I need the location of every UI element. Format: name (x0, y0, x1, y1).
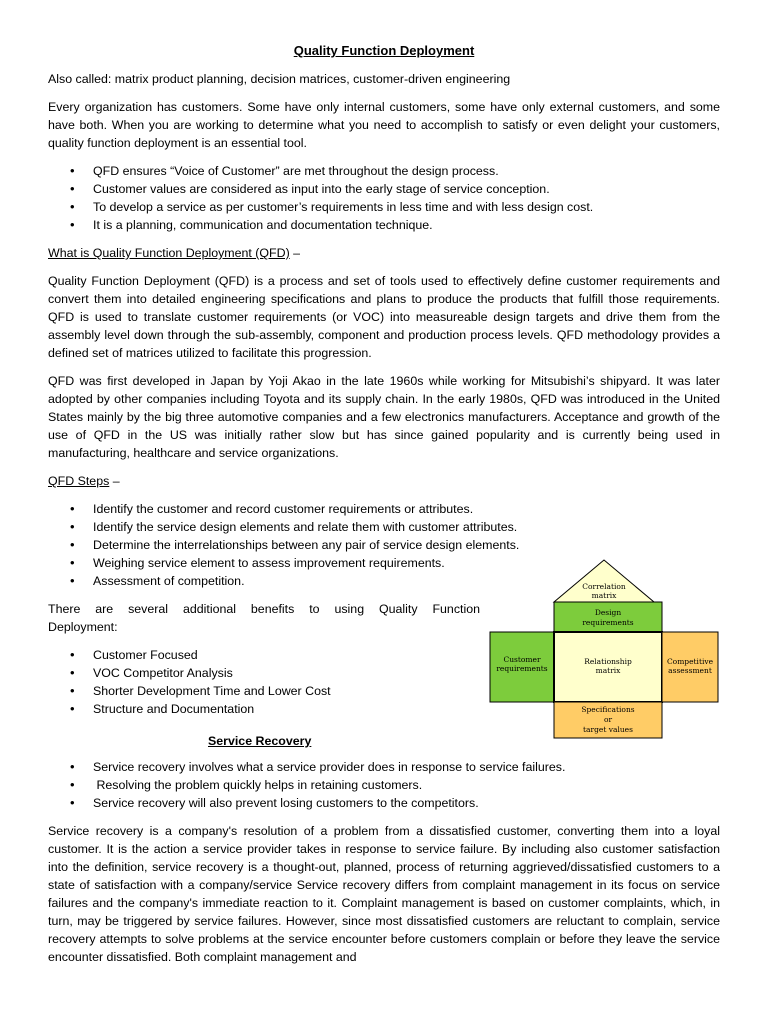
list-item: • Structure and Documentation (48, 700, 480, 718)
house-of-quality-diagram (488, 556, 720, 740)
correlation-label-1: Correlation (582, 582, 626, 591)
list-item: • Customer values are considered as input into the early stage of service conception. (48, 180, 720, 198)
customer-label-1: Customer (503, 655, 541, 664)
list-item: • To develop a service as per customer’s requirements in less time and with less design cost. (48, 198, 720, 216)
relationship-label-1: Relationship (584, 657, 632, 666)
list-item: • Service recovery will also prevent losing customers to the competitors. (48, 794, 720, 812)
spec-label-3: target values (583, 725, 633, 734)
list-item: • Shorter Development Time and Lower Cost (48, 682, 480, 700)
list-item: • Resolving the problem quickly helps in retaining customers. (48, 776, 720, 794)
design-label-1: Design (594, 608, 622, 617)
page-title: Quality Function Deployment (293, 43, 475, 58)
steps-heading-line (48, 472, 720, 490)
intro-paragraph: Every organization has customers. Some have only internal customers, some have only external customers, and some have both. When you are working to determine what you need to accomplish to satisfy or even delight your customers, quality function deployment is an essential tool. (48, 100, 720, 150)
competitive-label-1: Competitive (666, 657, 714, 666)
list-item: • Weighing service element to assess improvement requirements. (48, 554, 720, 572)
definition-paragraph: Quality Function Deployment (QFD) is a process and set of tools used to effectively define customer requirements and convert them into detailed engineering specifications and plans to produce the products that fulfill those requirements. QFD is used to translate customer requirements (or VOC) into measureable design targets and drive them from the assembly level down through the sub-assembly, component and production process levels. QFD methodology provides a defined set of matrices utilized to facilitate this progression. (48, 274, 720, 360)
house-of-quality-figure (488, 556, 720, 740)
list-item: • Identify the customer and record customer requirements or attributes. (48, 500, 720, 518)
benefits-intro: There are several additional benefits to using Quality Function Deployment: (48, 602, 480, 634)
what-is-heading-line (48, 244, 720, 262)
service-recovery-heading: Service Recovery (208, 734, 312, 748)
intro-bullet-list (48, 162, 720, 234)
benefits-column (48, 600, 480, 718)
relationship-label-2: matrix (595, 666, 621, 675)
list-item: • Customer Focused (48, 646, 480, 664)
what-is-heading: What is Quality Function Deployment (QFD) (48, 246, 290, 260)
recovery-bullet-list (48, 758, 720, 812)
list-item: • Assessment of competition. (48, 572, 720, 590)
steps-dash: – (109, 474, 120, 488)
what-is-dash: – (289, 246, 301, 260)
history-paragraph: QFD was first developed in Japan by Yoji Akao in the late 1960s while working for Mitsubishi’s shipyard. It was later adopted by other companies including Toyota and its supply chain. In the early 1980s, QFD was introduced in the United States mainly by the big three automotive companies and a few electronics manufacturers. Acceptance and growth of the use of QFD in the US was initially rather slow but has since gained popularity and is currently being used in manufacturing, healthcare and service organizations. (48, 374, 720, 460)
list-item: • VOC Competitor Analysis (48, 664, 480, 682)
list-item: • QFD ensures “Voice of Customer” are met throughout the design process. (48, 162, 720, 180)
design-requirements-box (554, 602, 662, 632)
benefits-bullet-list (48, 646, 480, 718)
design-label-2: requirements (582, 618, 634, 627)
list-item: • Service recovery involves what a service provider does in response to service failures. (48, 758, 720, 776)
recovery-paragraph: Service recovery is a company's resolution of a problem from a dissatisfied customer, converting them into a loyal customer. It is the action a service provider takes in response to service failure. By including also customer satisfaction into the definition, service recovery is a thought-out, planned, process of returning aggrieved/dissatisfied customers to a state of satisfaction with a company/service Service recovery differs from complaint management in its focus on service failures and the company's immediate reaction to it. Complaint management is based on customer complaints, which, in turn, may be triggered by service failures. However, since most dissatisfied customers are reluctant to complain, service recovery attempts to solve problems at the service encounter before customers complain or before they leave the service encounter dissatisfied. Both complaint management and (48, 824, 720, 964)
spec-label-2: or (603, 715, 613, 724)
spec-label-1: Specifications (581, 705, 635, 714)
list-item: • It is a planning, communication and documentation technique. (48, 216, 720, 234)
customer-label-2: requirements (496, 664, 548, 673)
competitive-label-2: assessment (668, 666, 712, 675)
list-item: • Determine the interrelationships between any pair of service design elements. (48, 536, 720, 554)
list-item: • Identify the service design elements and relate them with customer attributes. (48, 518, 720, 536)
steps-heading: QFD Steps (48, 474, 110, 488)
also-called-line: Also called: matrix product planning, decision matrices, customer-driven engineering (48, 72, 511, 86)
correlation-label-2: matrix (591, 591, 617, 600)
